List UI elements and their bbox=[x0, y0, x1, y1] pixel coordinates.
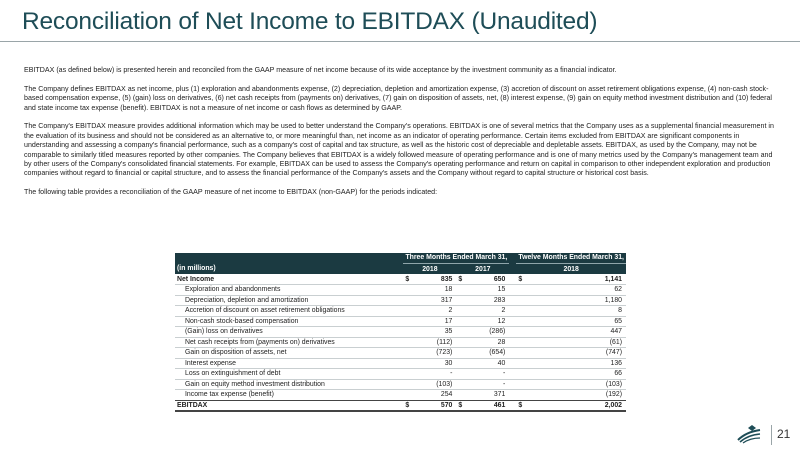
row-label: EBITDAX bbox=[175, 400, 403, 411]
row-value: 17 bbox=[412, 316, 456, 327]
header-col-2017-q: 2017 bbox=[456, 264, 509, 275]
row-value: (103) bbox=[412, 379, 456, 390]
table-row bbox=[175, 358, 626, 369]
row-label: Interest expense bbox=[175, 358, 403, 369]
currency-symbol: $ bbox=[403, 274, 412, 285]
row-value: 30 bbox=[412, 358, 456, 369]
row-value: 62 bbox=[527, 285, 626, 296]
row-label: (Gain) loss on derivatives bbox=[175, 327, 403, 338]
row-value: 40 bbox=[465, 358, 509, 369]
row-value: (112) bbox=[412, 337, 456, 348]
table-row bbox=[175, 274, 626, 285]
row-value: (723) bbox=[412, 348, 456, 359]
title-divider bbox=[0, 41, 800, 42]
row-label: Net cash receipts from (payments on) derivatives bbox=[175, 337, 403, 348]
row-value: 1,141 bbox=[527, 274, 626, 285]
table-row bbox=[175, 295, 626, 306]
row-value: 1,180 bbox=[527, 295, 626, 306]
currency-symbol: $ bbox=[456, 400, 465, 411]
row-value: 66 bbox=[527, 369, 626, 380]
table-row-total bbox=[175, 400, 626, 411]
row-value: 35 bbox=[412, 327, 456, 338]
row-value: 317 bbox=[412, 295, 456, 306]
row-value: 2 bbox=[412, 306, 456, 317]
footer-divider bbox=[771, 425, 772, 445]
row-value: 650 bbox=[465, 274, 509, 285]
currency-symbol: $ bbox=[516, 274, 527, 285]
row-value: - bbox=[465, 369, 509, 380]
table-row bbox=[175, 369, 626, 380]
currency-symbol: $ bbox=[403, 400, 412, 411]
row-label: Loss on extinguishment of debt bbox=[175, 369, 403, 380]
header-units: (in millions) bbox=[175, 264, 403, 275]
row-label: Depreciation, depletion and amortization bbox=[175, 295, 403, 306]
row-label: Exploration and abandonments bbox=[175, 285, 403, 296]
table-header-year-row bbox=[175, 264, 626, 275]
row-value: 2,002 bbox=[527, 400, 626, 411]
table-row bbox=[175, 337, 626, 348]
currency-symbol: $ bbox=[456, 274, 465, 285]
row-label: Accretion of discount on asset retirement obligations bbox=[175, 306, 403, 317]
row-value: 447 bbox=[527, 327, 626, 338]
header-col-2018-ttm: 2018 bbox=[516, 264, 626, 275]
row-value: 570 bbox=[412, 400, 456, 411]
row-label: Income tax expense (benefit) bbox=[185, 391, 274, 399]
row-value: 15 bbox=[465, 285, 509, 296]
paragraph-table-intro: The following table provides a reconciliation of the GAAP measure of net income to EBITDAX (non-GAAP) for the periods indicated: bbox=[24, 188, 438, 197]
row-label: Non-cash stock-based compensation bbox=[175, 316, 403, 327]
table-row bbox=[175, 327, 626, 338]
row-label: Gain on disposition of assets, net bbox=[175, 348, 403, 359]
row-value: - bbox=[465, 379, 509, 390]
row-value: 12 bbox=[465, 316, 509, 327]
row-value: (654) bbox=[465, 348, 509, 359]
paragraph-definition: The Company defines EBITDAX as net income, plus (1) exploration and abandonments expense, (2) depreciation, depletion and amortization expense, (3) accretion of discount on asset retirement obligations expense, (4) non-cash stock-based compensation expense, (5) (gain) loss on derivatives, (6) net cash receipts from (payments on) derivatives, (7) gain on disposition of assets, net, (8) interest expense, (9) gain on equity method investment distribution and (10) federal and state income tax expense (benefit). EBITDAX is not a measure of net income or cash flows as determined by GAAP. bbox=[24, 84, 772, 112]
row-value: 18 bbox=[412, 285, 456, 296]
body-text bbox=[24, 66, 780, 207]
row-value: 2 bbox=[465, 306, 509, 317]
company-logo-icon bbox=[736, 424, 762, 444]
table-row bbox=[175, 348, 626, 359]
table-header-group-row bbox=[175, 253, 626, 264]
page-number: 21 bbox=[777, 427, 791, 441]
table-row bbox=[175, 316, 626, 327]
row-value: (286) bbox=[465, 327, 509, 338]
row-value: (747) bbox=[527, 348, 626, 359]
row-value: 254 bbox=[440, 391, 453, 399]
row-value: 461 bbox=[465, 400, 509, 411]
row-value: (103) bbox=[527, 379, 626, 390]
row-value: 835 bbox=[412, 274, 456, 285]
paragraph-usage: The Company's EBITDAX measure provides additional information which may be used to better understand the Company's operations. EBITDAX is one of several metrics that the Company uses as a supplemental financial measurement in the evaluation of its business and should not be considered as an alternative to, or more meaningful than, net income as an indicator of operating performance. Certain items excluded from EBITDAX are significant components in understanding and assessing a company's financial performance, such as a company's cost of capital and tax structure, as well as the historic cost of depreciable and depletable assets. EBITDAX, as used by the Company, may not be comparable to similarly titled measures reported by other companies. The Company believes that EBITDAX is a widely followed measure of operating performance and is one of many metrics used by the Company's management team and by other users of the Company's consolidated financial statements. For example, EBITDAX can be used to assess the Company's operating performance and return on capital in comparison to other independent exploration and production companies without regard to financial or capital structure, and to assess the financial performance of the Company's assets and the Company without regard to capital structure or historical cost basis. bbox=[24, 122, 774, 178]
table-row bbox=[175, 390, 626, 401]
page-title: Reconciliation of Net Income to EBITDAX (Unaudited) bbox=[22, 8, 598, 35]
row-value: (61) bbox=[527, 337, 626, 348]
reconciliation-table bbox=[175, 253, 626, 412]
row-value: - bbox=[412, 369, 456, 380]
paragraph-intro: EBITDAX (as defined below) is presented herein and reconciled from the GAAP measure of net income because of its wide acceptance by the investment community as a financial indicator. bbox=[24, 66, 617, 74]
table-row bbox=[175, 285, 626, 296]
table-row bbox=[175, 306, 626, 317]
row-value: 8 bbox=[527, 306, 626, 317]
table-row bbox=[175, 379, 626, 390]
row-label: Net Income bbox=[175, 274, 403, 285]
row-value: 65 bbox=[527, 316, 626, 327]
header-three-months: Three Months Ended March 31, bbox=[403, 253, 509, 264]
header-twelve-months: Twelve Months Ended March 31, bbox=[516, 253, 626, 264]
row-value: (192) bbox=[605, 391, 622, 399]
row-value: 371 bbox=[493, 391, 506, 399]
row-value: 136 bbox=[527, 358, 626, 369]
row-value: 283 bbox=[465, 295, 509, 306]
header-col-2018-q: 2018 bbox=[403, 264, 456, 275]
currency-symbol: $ bbox=[516, 400, 527, 411]
row-label: Gain on equity method investment distribution bbox=[175, 379, 403, 390]
row-value: 28 bbox=[465, 337, 509, 348]
